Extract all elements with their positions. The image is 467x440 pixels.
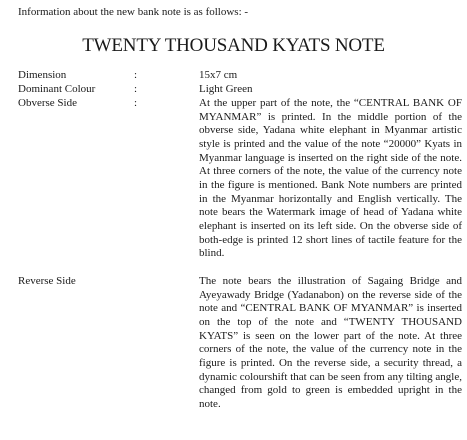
row-value-obverse-side: At the upper part of the note, the “CENTRAL BANK OF MYANMAR” is printed. In the middle portion of the obverse side, Yadana white elephant in Myanmar artistic style is printed and the value of the note “20000” Kyats in Myanmar language is inserted on the right side of the note. At three corners of the note, the value of the currency note in the figure is mentioned. Bank Note numbers are printed in the Myanmar horizontally and English vertically. The note bears the Watermark image of head of Yadana white elephant is inserted on its left side. On the obverse side of both-edge is printed 12 short lines of tactile feature for the blind.: [199, 97, 462, 260]
row-label-dominant-colour: Dominant Colour: [18, 83, 96, 95]
row-value-reverse-side: The note bears the illustration of Sagaing Bridge and Ayeyawady Bridge (Yadanabon) on the reverse side of the note and “CENTRAL BANK OF MYANMAR” is inserted on the top of the note and “TWENTY THOUSAND KYATS” is seen on the lower part of the note. At three corners of the note, the value of the currency note in the figure is printed. On the reverse side, a security thread, a dynamic colourshift that can be seen from any tilting angle, changed from gold to green is embedded upright in the note.: [199, 275, 462, 410]
row-value-dominant-colour: Light Green: [199, 83, 253, 95]
row-separator: :: [134, 97, 138, 109]
row-label-obverse-side: Obverse Side: [18, 97, 77, 109]
intro-text: Information about the new bank note is as follows: -: [18, 6, 249, 18]
page-title: TWENTY THOUSAND KYATS NOTE: [82, 35, 385, 56]
row-separator: :: [134, 69, 138, 81]
row-label-dimension: Dimension: [18, 69, 67, 81]
row-value-dimension: 15x7 cm: [199, 69, 238, 81]
row-label-reverse-side: Reverse Side: [18, 275, 76, 287]
row-separator: :: [134, 83, 138, 95]
